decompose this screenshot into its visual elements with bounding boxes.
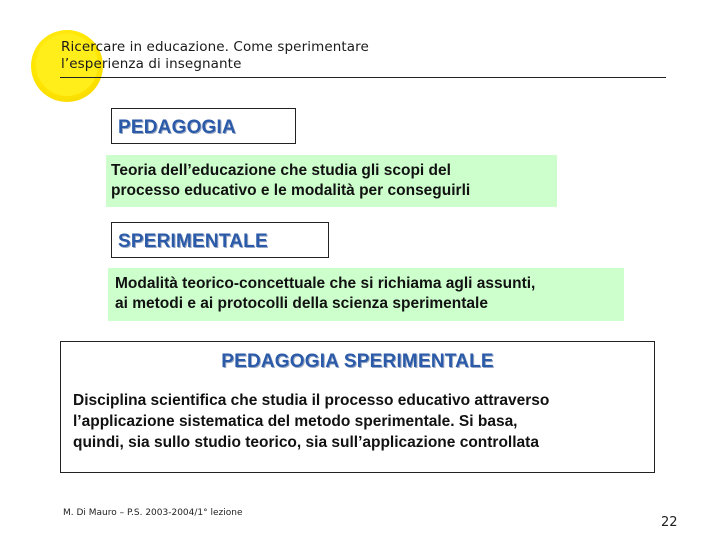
main-definition-line-2: l’applicazione sistematica del metodo sperimentale. Si basa,	[73, 413, 518, 430]
sperimentale-definition	[108, 268, 624, 321]
page-number: 22	[661, 515, 678, 530]
header-divider	[60, 77, 666, 78]
main-definition-line-1: Disciplina scientifica che studia il processo educativo attraverso	[73, 392, 550, 409]
header-title-line-2: l’esperienza di insegnante	[61, 56, 242, 72]
sperimentale-definition-line-1: Modalità teorico-concettuale che si richiama agli assunti,	[115, 275, 536, 292]
sperimentale-label: SPERIMENTALE	[111, 222, 329, 258]
footer-credit: M. Di Mauro – P.S. 2003-2004/1° lezione	[63, 508, 243, 518]
pedagogia-definition	[106, 155, 557, 207]
pedagogia-sperimentale-title: PEDAGOGIA SPERIMENTALE	[221, 351, 494, 372]
pedagogia-sperimentale-box	[60, 341, 655, 473]
header-title-line-1: Ricercare in educazione. Come sperimentare	[61, 39, 369, 55]
slide-header-title	[61, 39, 369, 73]
pedagogia-label: PEDAGOGIA	[111, 108, 296, 144]
sperimentale-definition-line-2: ai metodi e ai protocolli della scienza sperimentale	[115, 295, 488, 312]
pedagogia-definition-line-2: processo educativo e le modalità per conseguirli	[111, 182, 471, 199]
pedagogia-definition-line-1: Teoria dell’educazione che studia gli scopi del	[111, 162, 451, 179]
main-definition-line-3: quindi, sia sullo studio teorico, sia sull’applicazione controllata	[73, 434, 539, 451]
pedagogia-sperimentale-definition	[73, 390, 648, 453]
